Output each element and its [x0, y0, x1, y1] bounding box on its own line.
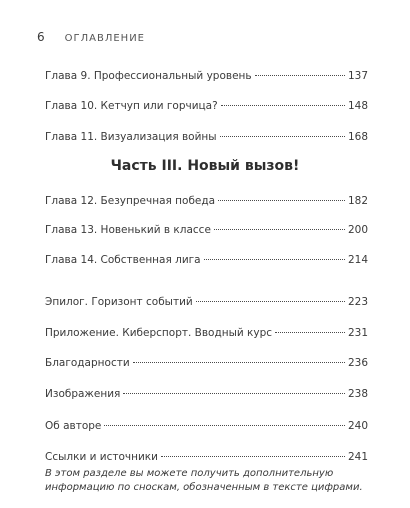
dot-leader — [204, 259, 345, 260]
running-title: ОГЛАВЛЕНИЕ — [64, 33, 145, 44]
toc-entry-page: 236 — [347, 357, 368, 369]
part-heading: Часть III. Новый вызов! — [110, 158, 300, 174]
dot-leader — [161, 456, 345, 457]
dot-leader — [133, 362, 345, 363]
toc-entry-page: 231 — [347, 327, 368, 339]
toc-entry-appendix[interactable] — [45, 326, 368, 340]
toc-entry-page: 137 — [347, 70, 368, 82]
toc-entry-page: 214 — [347, 254, 368, 266]
toc-entry-title: Изображения — [45, 388, 121, 400]
sources-note-line: информацию по сноскам, обозначенным в тексте цифрами. — [45, 482, 363, 493]
toc-entry-page: 182 — [347, 195, 368, 207]
page-number: 6 — [37, 30, 45, 44]
toc-entry-page: 148 — [347, 100, 368, 112]
toc-entry-chapter-14[interactable] — [45, 253, 368, 267]
toc-entry-page: 223 — [347, 296, 368, 308]
toc-entry-title: Глава 13. Новенький в классе — [45, 224, 211, 236]
toc-entry-chapter-9[interactable] — [45, 69, 368, 83]
toc-entry-images[interactable] — [45, 387, 368, 401]
dot-leader — [255, 75, 345, 76]
toc-entry-title: Глава 9. Профессиональный уровень — [45, 70, 252, 82]
sources-note — [45, 467, 375, 495]
toc-entry-title: Об авторе — [45, 420, 102, 432]
toc-entry-page: 238 — [347, 388, 368, 400]
toc-entry-title: Ссылки и источники — [45, 451, 158, 463]
toc-entry-chapter-12[interactable] — [45, 194, 368, 208]
dot-leader — [275, 332, 345, 333]
sources-note-line: В этом разделе вы можете получить дополнительную — [45, 468, 334, 479]
dot-leader — [214, 229, 345, 230]
dot-leader — [220, 136, 345, 137]
toc-entry-page: 240 — [347, 420, 368, 432]
toc-entry-chapter-11[interactable] — [45, 130, 368, 144]
toc-entry-title: Глава 12. Безупречная победа — [45, 195, 216, 207]
toc-entry-title: Глава 14. Собственная лига — [45, 254, 201, 266]
toc-entry-page: 241 — [347, 451, 368, 463]
toc-entry-chapter-13[interactable] — [45, 223, 368, 237]
toc-entry-title: Приложение. Киберспорт. Вводный курс — [45, 327, 273, 339]
toc-entry-about-author[interactable] — [45, 419, 368, 433]
toc-entry-title: Благодарности — [45, 357, 130, 369]
dot-leader — [104, 425, 345, 426]
toc-entry-sources[interactable] — [45, 450, 368, 464]
dot-leader — [221, 105, 345, 106]
toc-entry-chapter-10[interactable] — [45, 99, 368, 113]
dot-leader — [196, 301, 345, 302]
toc-entry-epilogue[interactable] — [45, 295, 368, 309]
toc-entry-page: 200 — [347, 224, 368, 236]
toc-entry-page: 168 — [347, 131, 368, 143]
toc-entry-acknowledgements[interactable] — [45, 356, 368, 370]
dot-leader — [123, 393, 345, 394]
toc-entry-title: Глава 10. Кетчуп или горчица? — [45, 100, 218, 112]
toc-entry-title: Эпилог. Горизонт событий — [45, 296, 193, 308]
dot-leader — [218, 200, 345, 201]
page-header — [37, 30, 145, 44]
toc-entry-title: Глава 11. Визуализация войны — [45, 131, 217, 143]
